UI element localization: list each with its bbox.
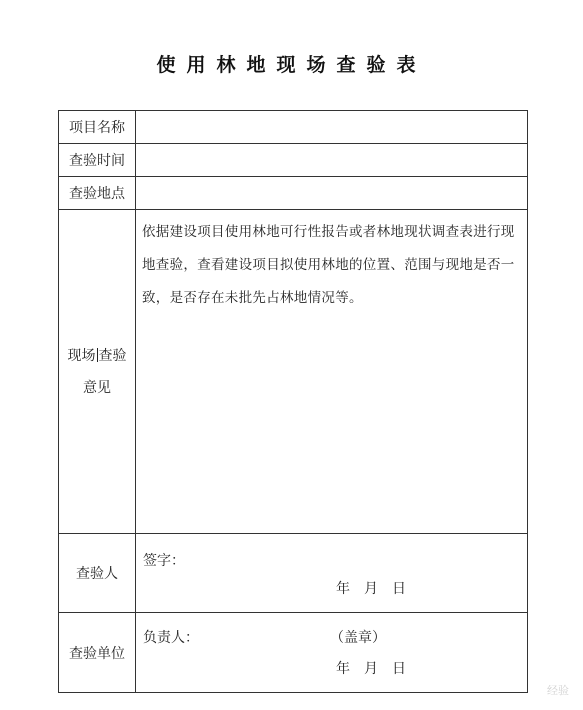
label-unit: 查验单位 [59, 613, 136, 693]
label-opinion-line2: 意见 [83, 379, 111, 396]
row-inspector [59, 534, 528, 613]
label-opinion [59, 210, 136, 534]
row-unit [59, 613, 528, 693]
row-inspect-time [59, 144, 528, 177]
row-inspect-place [59, 177, 528, 210]
label-opinion-line1-a: 现场 [67, 347, 96, 364]
field-inspector[interactable] [136, 534, 528, 613]
label-project-name: 项目名称 [59, 111, 136, 144]
text-cursor [97, 348, 98, 362]
row-project-name [59, 111, 528, 144]
label-inspector: 查验人 [59, 534, 136, 613]
field-inspect-time[interactable] [136, 144, 528, 177]
row-opinion [59, 210, 528, 534]
field-project-name[interactable] [136, 111, 528, 144]
unit-date: 年 月 日 [336, 661, 406, 677]
label-opinion-line1-b: 查验 [98, 347, 127, 364]
sign-label: 签字： [143, 553, 185, 569]
seal-label: （盖章） [330, 630, 386, 646]
field-inspect-place[interactable] [136, 177, 528, 210]
field-unit[interactable] [136, 613, 528, 693]
watermark: 经验 [547, 684, 569, 697]
opinion-content: 依据建设项目使用林地可行性报告或者林地现状调查表进行现地查验，查看建设项目拟使用林地的位置、范围与现地是否一致，是否存在未批先占林地情况等。 [142, 224, 515, 306]
label-opinion-line1 [59, 340, 135, 372]
form-title: 使用林地现场查验表 [156, 54, 427, 76]
label-inspect-time: 查验时间 [59, 144, 136, 177]
label-inspect-place: 查验地点 [59, 177, 136, 210]
responsible-label: 负责人： [143, 630, 199, 646]
field-opinion[interactable] [136, 210, 528, 534]
inspection-form-table [58, 110, 528, 693]
inspector-date: 年 月 日 [336, 581, 406, 597]
